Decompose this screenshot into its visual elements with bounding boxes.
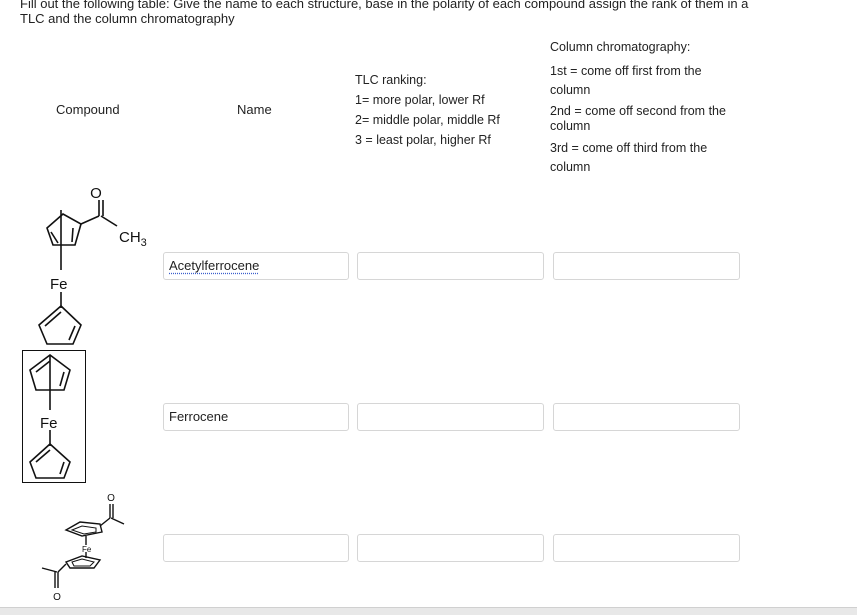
name-header: Name — [237, 102, 272, 117]
column-first-text: come off first from the — [580, 64, 702, 78]
oxygen-label: O — [90, 185, 102, 202]
row1-column-field[interactable] — [553, 252, 740, 280]
column-third-cont: column — [550, 160, 591, 174]
top-cp-ring — [47, 214, 81, 245]
row2-tlc-field[interactable] — [357, 403, 544, 431]
row1-name-field[interactable] — [163, 252, 349, 280]
column-first-cont: column — [550, 83, 591, 97]
column-second-cont: column — [550, 119, 591, 133]
column-second-label: 2nd = — [550, 104, 582, 118]
tlc-line-1: 1= more polar, lower Rf — [355, 93, 485, 107]
compound-header: Compound — [56, 102, 120, 117]
column-title: Column chromatography: — [550, 40, 691, 54]
column-first-label: 1st = — [550, 64, 578, 78]
row3-name-field[interactable] — [163, 534, 349, 562]
acetylferrocene-structure — [25, 180, 165, 350]
tlc-line-3: 3 = least polar, higher Rf — [355, 133, 491, 147]
ch3-label: $CH_3$ — [119, 229, 147, 249]
row2-column-field[interactable] — [553, 403, 740, 431]
column-first — [550, 64, 702, 79]
row3-tlc-field[interactable] — [357, 534, 544, 562]
row2-name-field[interactable]: Ferrocene — [163, 403, 349, 431]
diacetylferrocene-structure — [30, 488, 140, 606]
row1-tlc-field[interactable] — [357, 252, 544, 280]
column-third-text: come off third from the — [582, 141, 708, 155]
ferrocene-structure — [22, 350, 86, 483]
diacetyl-bottom-oxygen: O — [53, 592, 61, 603]
diacetyl-top-oxygen: O — [107, 493, 115, 504]
tlc-title: TLC ranking: — [355, 73, 427, 87]
column-third-label: 3rd = — [550, 141, 579, 155]
ferrocene-iron-label: Fe — [40, 415, 58, 432]
iron-label: Fe — [50, 276, 68, 293]
row3-column-field[interactable] — [553, 534, 740, 562]
row1-name-value: Acetylferrocene — [169, 258, 260, 273]
diacetyl-iron-label: Fe — [82, 545, 92, 554]
instructions: Fill out the following table: Give the name to each structure, base in the polarity of each compound assign the rank of them in a TLC and the column chromatography — [20, 0, 749, 26]
column-second — [550, 104, 726, 119]
column-third — [550, 141, 707, 156]
tlc-line-2: 2= middle polar, middle Rf — [355, 113, 500, 127]
tlc-legend — [355, 70, 500, 150]
column-second-text: come off second from the — [585, 104, 726, 118]
